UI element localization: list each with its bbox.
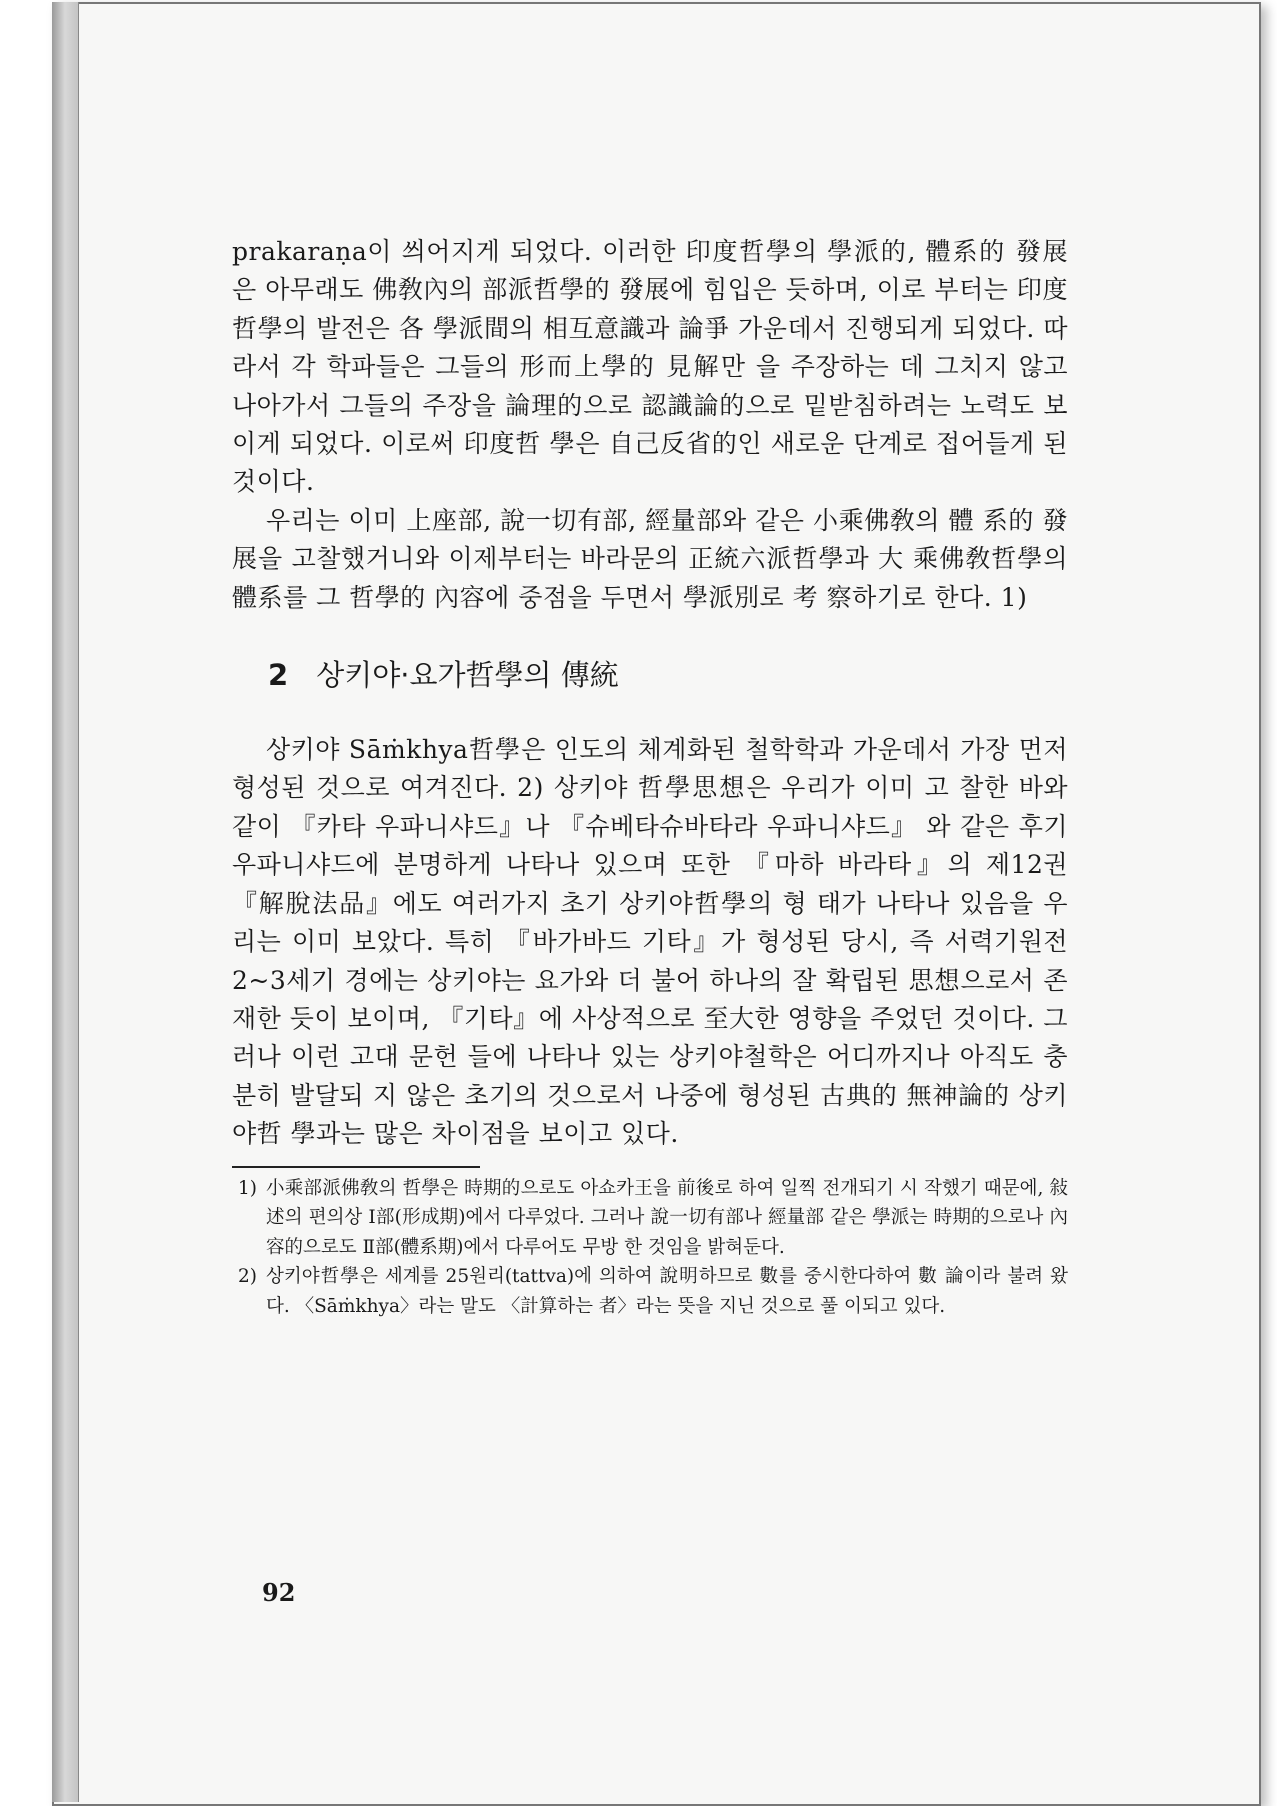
footnote-number: 1) [238, 1177, 257, 1199]
footnote-1 [232, 1174, 1068, 1263]
page-stack-edge [52, 2, 79, 1802]
paragraph-samkhya: 상키야 Sāṁkhya哲學은 인도의 체계화된 철학학과 가운데서 가장 먼저 형성된 것으로 여겨진다. 2) 상키야 哲學思想은 우리가 이미 고 찰한 바와 같이 『카타 우파니샤드』나 『슈베타슈바타라 우파니샤드』 와 같은 후기 우파니샤드에 분명하게 나타나 있으며 또한 『마하 바라타』의 제12권 『解脫法品』에도 여러가지 초기 상키야哲學의 형 태가 나타나 있음을 우리는 이미 보았다. 특히 『바가바드 기타』가 형성된 당시, 즉 서력기원전 2~3세기 경에는 상키야는 요가와 더 불어 하나의 잘 확립된 思想으로서 존재한 듯이 보이며, 『기타』에 사상적으로 至大한 영향을 주었던 것이다. 그러나 이런 고대 문헌 들에 나타나 있는 상키야철학은 어디까지나 아직도 충분히 발달되 지 않은 초기의 것으로서 나중에 형성된 古典的 無神論的 상키야哲 學과는 많은 차이점을 보이고 있다. [232, 735, 1068, 1149]
paragraph-overview: 우리는 이미 上座部, 說一切有部, 經量部와 같은 小乘佛敎의 體 系的 發展을 고찰했거니와 이제부터는 바라문의 正統六派哲學과 大 乘佛敎哲學의 體系를 그 哲學的 內容에 중점을 두면서 學派別로 考 察하기로 한다. 1) [232, 505, 1068, 612]
section-number: 2 [268, 658, 289, 693]
section-title: 상키야·요가哲學의 傳統 [316, 658, 619, 693]
paragraph-intro: prakaraṇa이 씌어지게 되었다. 이러한 印度哲學의 學派的, 體系的 發展은 아무래도 佛敎內의 部派哲學的 發展에 힘입은 듯하며, 이로 부터는 印度哲學의 발전은 各 學派間의 相互意識과 論爭 가운데서 진행되게 되었다. 따라서 각 학파들은 그들의 形而上學的 見解만 을 주장하는 데 그치지 않고 나아가서 그들의 주장을 論理的으로 認識論的으로 밑받침하려는 노력도 보이게 되었다. 이로써 印度哲 學은 自己反省的인 새로운 단계로 접어들게 된 것이다. [232, 237, 1068, 497]
footnote-text: 상키야哲學은 세계를 25원리(tattva)에 의하여 說明하므로 數를 중시한다하여 數 論이라 불려 왔다. 〈Sāṁkhya〉라는 말도 〈計算하는 者〉라는 뜻을 지닌 것으로 풀 이되고 있다. [266, 1266, 1068, 1317]
footnotes [232, 1174, 1068, 1322]
footnote-text: 小乘部派佛敎의 哲學은 時期的으로도 아쇼카王을 前後로 하여 일찍 전개되기 시 작했기 때문에, 敍述의 편의상 Ⅰ部(形成期)에서 다루었다. 그러나 說一切有部나 經量部 같은 學派는 時期的으로나 內容的으로도 Ⅱ部(體系期)에서 다루어도 무방 한 것임을 밝혀둔다. [266, 1177, 1068, 1258]
footnote-number: 2) [238, 1266, 257, 1288]
page-number: 92 [262, 1578, 296, 1607]
section-heading [268, 655, 1068, 695]
footnote-divider [232, 1166, 480, 1168]
page-body [232, 233, 1068, 1321]
footnote-2 [232, 1262, 1068, 1321]
